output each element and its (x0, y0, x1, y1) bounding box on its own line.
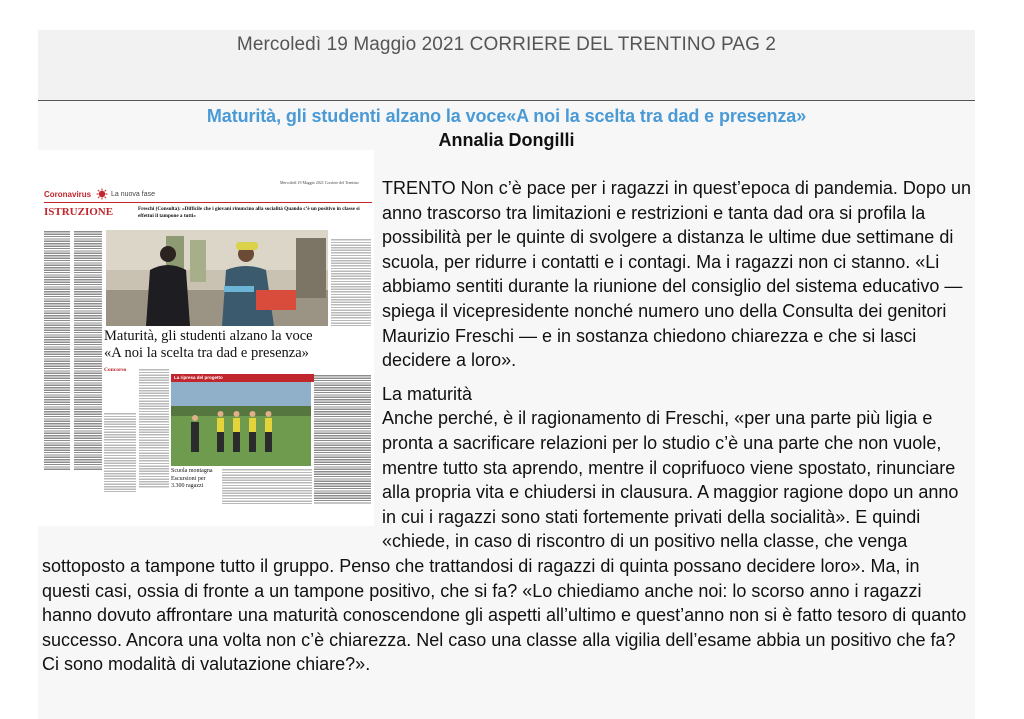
article-author: Annalia Dongilli (438, 130, 575, 150)
clipping-section-label: Coronavirus (44, 190, 92, 199)
clipping-headline-line2: «A noi la scelta tra dad e presenza» (104, 345, 309, 361)
article-subheading: La maturità (382, 383, 473, 404)
clipping-section-title: ISTRUZIONE (44, 206, 114, 218)
clipping-headline-line1: Maturità, gli studenti alzano la voce (104, 328, 313, 344)
article-body (42, 176, 972, 677)
image-float-spacer (42, 176, 382, 544)
article-paragraph: TRENTO Non c’è pace per i ragazzi in quest’epoca di pandemia. Dopo un anno trascorso tra limitazioni e restrizioni e tanta dad ora si profila la possibilità per le quinte di svolgere a distanza le ultime due settimane di scuola, per ridurre i contatti e i contagi. Ma i ragazzi non ci stanno. «Li abbiamo sentiti durante la riunione del consiglio del sistema educativo — spiega il vicepresidente nonché numero uno della Consulta dei genitori Maurizio Freschi — e in sostanza chiedono chiarezza e che si lasci decidere a loro». (382, 178, 971, 371)
clipping-date-line: Mercoledì 19 Maggio 2021 Corriere del Trentino (280, 180, 359, 185)
clipping-photo2-caption: Scuola montagna Escursioni per 3.300 ragazzi (171, 468, 213, 489)
clipping-section-tagline: La nuova fase (111, 191, 155, 198)
page-header-text: Mercoledì 19 Maggio 2021 CORRIERE DEL TRENTINO PAG 2 (236, 34, 777, 55)
clipping-photo2-label: La ripresa del progetto (171, 374, 314, 382)
article-headline: Maturità, gli studenti alzano la voce«A noi la scelta tra dad e presenza» (206, 106, 807, 126)
article-page (38, 30, 975, 719)
clipping-kicker: Freschi (Consulta): «Difficile che i giovani rinuncino alla socialità Quando c’è un positivo in classe si effettui il tampone a tutti» (138, 206, 360, 219)
header-bar (38, 30, 975, 101)
clipping-box-label: Concorso (104, 367, 127, 373)
article-paragraph: Anche perché, è il ragionamento di Freschi, «per una parte più ligia e pronta a sacrificare relazioni per lo studio c’è una parte che non vuole, mentre tutto sta aprendo, mentre il coprifuoco viene spostato, rinunciare alla propria vita e chiudersi in clausura. A maggior ragione dopo un anno in cui i ragazzi sono stati fortemente privati della socialità». E quindi «chiede, in caso di riscontro di un positivo nella classe, che venga sottoposto a tampone tutto il gruppo. Penso che trattandosi di ragazzi di quinta possano decidere loro». Ma, in questi casi, ossia di fronte a un tampone positivo, che si fa? «Lo chiediamo anche noi: lo scorso anno i ragazzi hanno dovuto affrontare una maturità conoscendone gli aspetti all’ultimo e quest’anno non si è fatto tesoro di quanto successo. Ancora una volta non c’è chiarezza. Nel caso una classe alla vigilia dell’esame abbia un positivo che fa? Ci sono modalità di valutazione chiare?». (42, 408, 967, 675)
